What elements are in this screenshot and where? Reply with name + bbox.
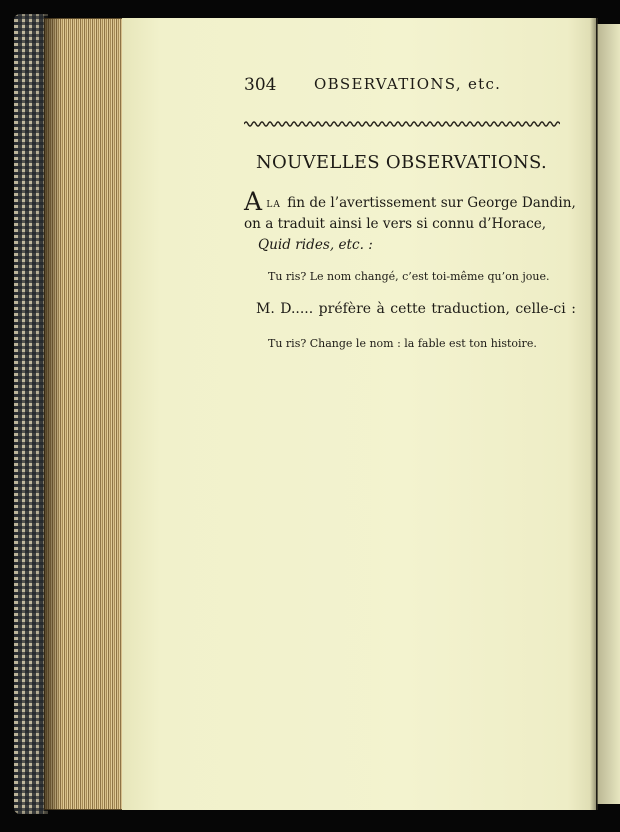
page-edges [44, 18, 126, 810]
running-title: OBSERVATIONS, etc. [314, 75, 502, 93]
facing-page [597, 24, 620, 804]
paragraph-line-1 [244, 187, 576, 216]
running-head [244, 73, 574, 99]
small-caps-word: LA [266, 200, 281, 210]
opening-paragraph [244, 187, 576, 256]
book-binding [14, 14, 48, 814]
paragraph-line-3: Quid rides, etc. : [258, 237, 373, 253]
section-title: NOUVELLES OBSERVATIONS. [256, 152, 548, 173]
ornamental-rule [244, 120, 560, 128]
paragraph-line-2: on a traduit ainsi le vers si connu d’Horace, [244, 216, 547, 232]
preference-statement: M. D..... préfère à cette traduction, celle-ci : [256, 301, 576, 317]
first-translation: Tu ris? Le nom changé, c’est toi-même qu’on joue. [268, 270, 550, 283]
page-number: 304 [244, 75, 277, 95]
drop-cap: A [244, 187, 263, 216]
paragraph-line-1-text: fin de l’avertissement sur George Dandin, [287, 195, 576, 211]
book-page [122, 18, 596, 810]
second-translation: Tu ris? Change le nom : la fable est ton histoire. [268, 337, 537, 350]
